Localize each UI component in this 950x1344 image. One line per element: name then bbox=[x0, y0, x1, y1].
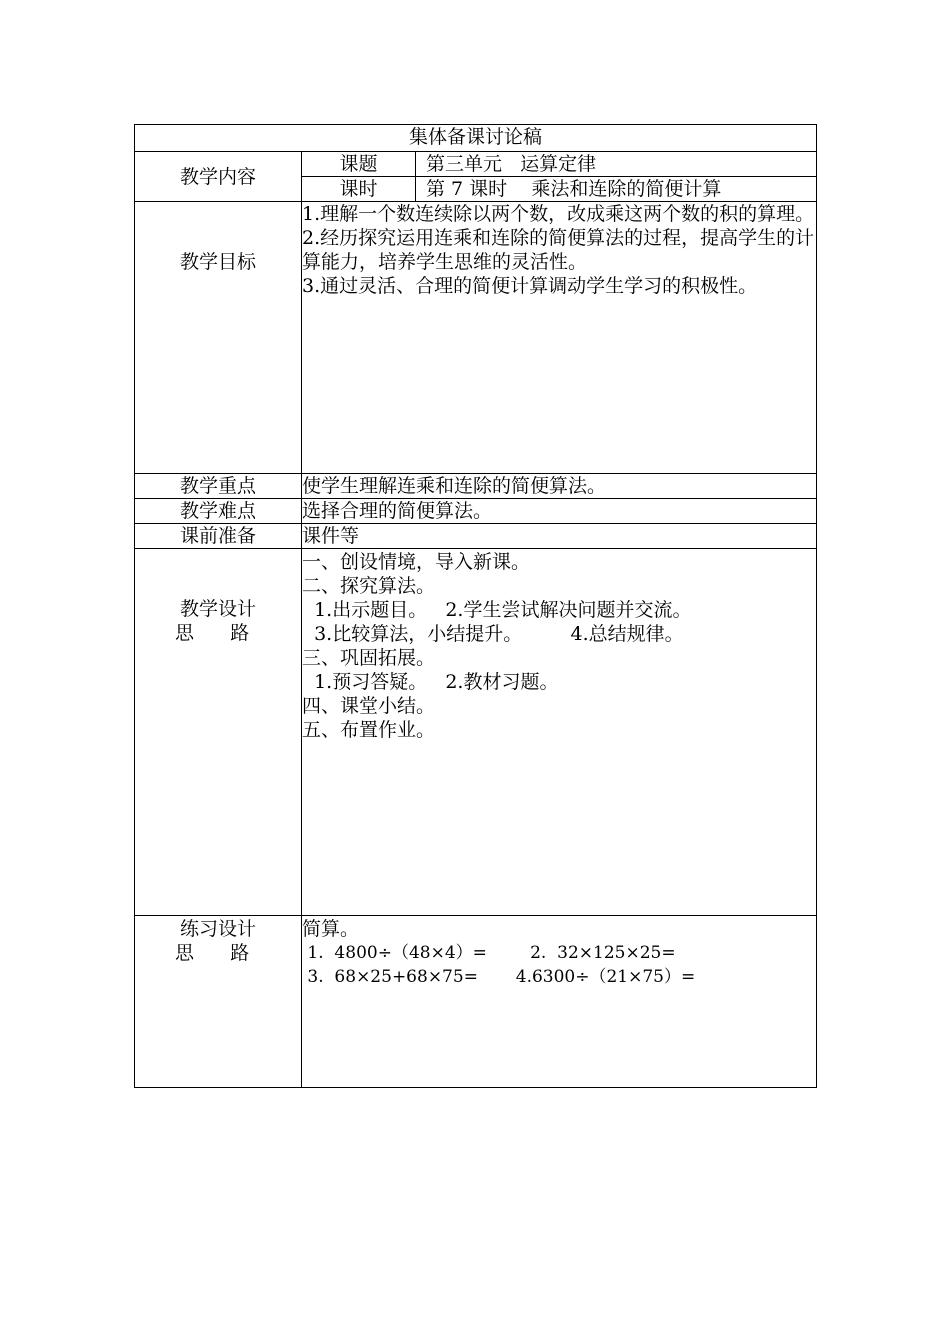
key-label: 教学重点 bbox=[135, 474, 302, 499]
period-label: 课时 bbox=[302, 177, 416, 202]
practice-line: 3. 68×25+68×75= 4.6300÷（21×75）= bbox=[302, 967, 696, 987]
difficulty-row bbox=[135, 499, 817, 524]
practice-label: 练习设计 思 路 bbox=[135, 916, 302, 1088]
practice-line: 1. 4800÷（48×4）= 2. 32×125×25= bbox=[302, 943, 676, 963]
goal-item: 1.理解一个数连续除以两个数，改成乘这两个数的积的算理。 bbox=[302, 203, 815, 225]
goals-label: 教学目标 bbox=[135, 202, 302, 474]
period-value: 第 7 课时 乘法和连除的简便计算 bbox=[416, 177, 817, 202]
practice-line: 简算。 bbox=[302, 918, 360, 940]
practice-content bbox=[302, 916, 817, 1088]
design-line: 一、创设情境，导入新课。 bbox=[302, 551, 531, 573]
prep-label: 课前准备 bbox=[135, 524, 302, 549]
lesson-plan-table bbox=[134, 124, 817, 1088]
practice-row bbox=[135, 916, 817, 1088]
content-label: 教学内容 bbox=[135, 152, 302, 202]
design-line: 3.比较算法，小结提升。 4.总结规律。 bbox=[302, 623, 684, 645]
design-line: 二、探究算法。 bbox=[302, 575, 436, 597]
design-line: 1.出示题目。 2.学生尝试解决问题并交流。 bbox=[302, 599, 692, 621]
title-row bbox=[135, 125, 817, 152]
design-line: 三、巩固拓展。 bbox=[302, 647, 436, 669]
document-title: 集体备课讨论稿 bbox=[135, 125, 817, 152]
topic-value: 第三单元 运算定律 bbox=[416, 152, 817, 177]
difficulty-value: 选择合理的简便算法。 bbox=[302, 499, 817, 524]
design-row bbox=[135, 549, 817, 916]
design-line: 1.预习答疑。 2.教材习题。 bbox=[302, 671, 559, 693]
design-label: 教学设计 思 路 bbox=[135, 549, 302, 916]
topic-row bbox=[135, 152, 817, 177]
design-content bbox=[302, 549, 817, 916]
goal-item: 2.经历探究运用连乘和连除的简便算法的过程，提高学生的计算能力，培养学生思维的灵活性。 bbox=[302, 227, 815, 273]
key-value: 使学生理解连乘和连除的简便算法。 bbox=[302, 474, 817, 499]
goals-row bbox=[135, 202, 817, 474]
prep-value: 课件等 bbox=[302, 524, 817, 549]
design-line: 五、布置作业。 bbox=[302, 719, 436, 741]
key-row bbox=[135, 474, 817, 499]
goals-content bbox=[302, 202, 817, 474]
difficulty-label: 教学难点 bbox=[135, 499, 302, 524]
design-line: 四、课堂小结。 bbox=[302, 695, 436, 717]
topic-label: 课题 bbox=[302, 152, 416, 177]
prep-row bbox=[135, 524, 817, 549]
goal-item: 3.通过灵活、合理的简便计算调动学生学习的积极性。 bbox=[302, 275, 758, 297]
